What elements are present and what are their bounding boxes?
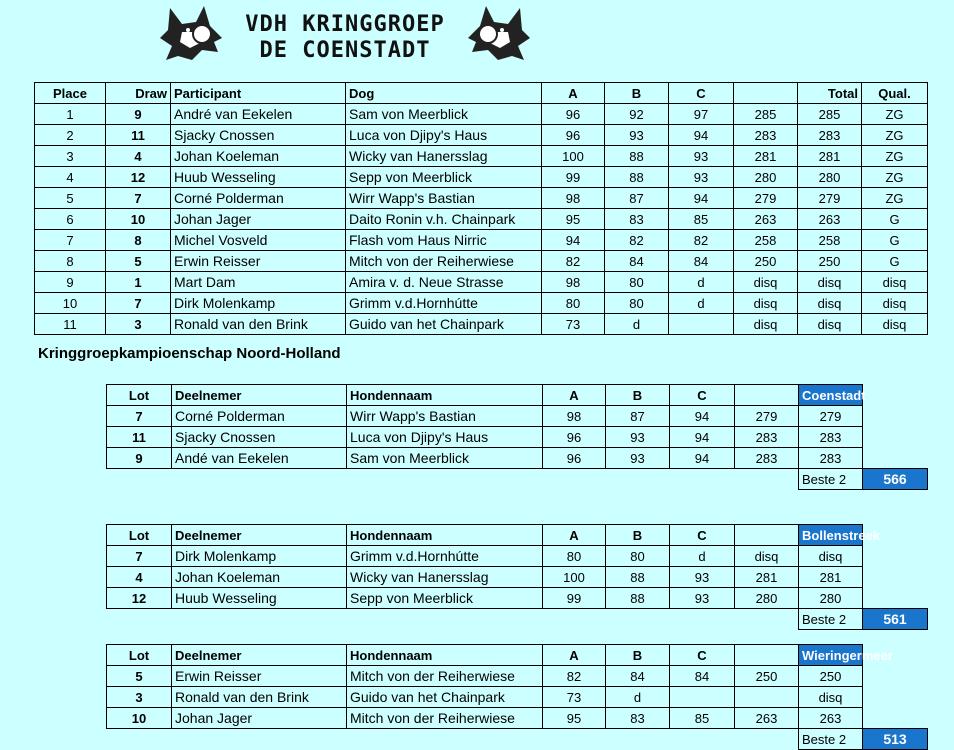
table-cell: 83 bbox=[605, 209, 669, 230]
table-cell: 283 bbox=[799, 427, 863, 448]
table-cell: Wicky van Hanersslag bbox=[346, 146, 542, 167]
table-cell: 94 bbox=[669, 125, 734, 146]
table-cell: 100 bbox=[542, 146, 605, 167]
table-cell: 98 bbox=[543, 406, 606, 427]
column-header: Lot bbox=[107, 525, 172, 546]
table-cell: Dirk Molenkamp bbox=[172, 546, 347, 567]
column-header: Place bbox=[35, 83, 106, 104]
table-cell: 280 bbox=[798, 167, 862, 188]
table-cell: Mitch von der Reiherwiese bbox=[346, 251, 542, 272]
table-cell: 9 bbox=[35, 272, 106, 293]
table-row bbox=[35, 146, 928, 167]
best-two-total: 561 bbox=[863, 609, 928, 630]
empty-cell bbox=[543, 609, 606, 630]
table-cell: 9 bbox=[106, 104, 171, 125]
column-header: Hondennaam bbox=[347, 385, 543, 406]
table-cell: 99 bbox=[543, 588, 606, 609]
table-cell: Sjacky Cnossen bbox=[172, 427, 347, 448]
table-cell: Johan Koeleman bbox=[171, 146, 346, 167]
table-row bbox=[107, 546, 928, 567]
table-cell: 73 bbox=[543, 687, 606, 708]
table-cell: Flash vom Haus Nirric bbox=[346, 230, 542, 251]
column-header: Deelnemer bbox=[172, 385, 347, 406]
table-cell: 7 bbox=[106, 188, 171, 209]
table-cell: André van Eekelen bbox=[171, 104, 346, 125]
empty-cell bbox=[863, 406, 928, 427]
column-header: B bbox=[606, 385, 670, 406]
logo-line-1: VDH KRINGGROEP bbox=[245, 12, 445, 37]
table-cell: 93 bbox=[605, 125, 669, 146]
table-cell: 250 bbox=[735, 666, 799, 687]
table-cell: 1 bbox=[35, 104, 106, 125]
table-cell: 7 bbox=[107, 546, 172, 567]
column-header: Hondennaam bbox=[347, 645, 543, 666]
column-header: B bbox=[606, 525, 670, 546]
empty-cell bbox=[172, 609, 347, 630]
table-cell: 98 bbox=[542, 188, 605, 209]
table-cell: disq bbox=[798, 272, 862, 293]
team-name-badge: Bollenstreek bbox=[799, 525, 863, 546]
german-shepherd-head-icon bbox=[152, 2, 232, 64]
team-table-wieringermeer bbox=[106, 644, 928, 750]
table-cell: Grimm v.d.Hornhútte bbox=[347, 546, 543, 567]
table-cell: 100 bbox=[543, 567, 606, 588]
table-cell: 12 bbox=[106, 167, 171, 188]
table-cell: Grimm v.d.Hornhútte bbox=[346, 293, 542, 314]
best-two-label: Beste 2 bbox=[799, 729, 863, 750]
table-cell: 263 bbox=[735, 708, 799, 729]
table-cell: 87 bbox=[605, 188, 669, 209]
table-cell: Erwin Reisser bbox=[172, 666, 347, 687]
table-row bbox=[35, 125, 928, 146]
table-cell: 12 bbox=[107, 588, 172, 609]
table-header-row bbox=[107, 645, 928, 666]
table-cell: d bbox=[606, 687, 670, 708]
team-name-badge: Wieringermeer bbox=[799, 645, 863, 666]
empty-cell bbox=[172, 469, 347, 490]
column-header: Qual. bbox=[862, 83, 928, 104]
column-header bbox=[735, 385, 799, 406]
table-cell: 283 bbox=[798, 125, 862, 146]
table-cell: ZG bbox=[862, 167, 928, 188]
table-cell: 4 bbox=[106, 146, 171, 167]
table-cell: 93 bbox=[669, 167, 734, 188]
table-cell: 88 bbox=[606, 567, 670, 588]
table-cell: 94 bbox=[670, 406, 735, 427]
table-cell: 94 bbox=[670, 448, 735, 469]
table-cell: 93 bbox=[606, 427, 670, 448]
table-cell: 258 bbox=[798, 230, 862, 251]
table-cell: 279 bbox=[798, 188, 862, 209]
table-cell: 82 bbox=[543, 666, 606, 687]
table-cell: 80 bbox=[543, 546, 606, 567]
table-cell: d bbox=[669, 293, 734, 314]
table-cell: 84 bbox=[605, 251, 669, 272]
table-cell: Michel Vosveld bbox=[171, 230, 346, 251]
table-cell: disq bbox=[734, 293, 798, 314]
empty-cell bbox=[606, 729, 670, 750]
table-row bbox=[35, 230, 928, 251]
table-cell: disq bbox=[798, 293, 862, 314]
table-cell: Mitch von der Reiherwiese bbox=[347, 666, 543, 687]
column-header: A bbox=[543, 645, 606, 666]
table-row bbox=[35, 251, 928, 272]
column-header: Participant bbox=[171, 83, 346, 104]
results-table bbox=[34, 82, 928, 335]
table-cell: 3 bbox=[35, 146, 106, 167]
empty-cell bbox=[863, 546, 928, 567]
empty-cell bbox=[863, 708, 928, 729]
empty-cell bbox=[543, 729, 606, 750]
table-cell: 283 bbox=[734, 125, 798, 146]
column-header: Dog bbox=[346, 83, 542, 104]
empty-cell bbox=[863, 666, 928, 687]
empty-cell bbox=[863, 385, 928, 406]
empty-cell bbox=[347, 609, 543, 630]
table-cell: disq bbox=[799, 546, 863, 567]
table-cell: disq bbox=[734, 314, 798, 335]
table-cell: 1 bbox=[106, 272, 171, 293]
table-cell: ZG bbox=[862, 146, 928, 167]
table-cell: Wirr Wapp's Bastian bbox=[346, 188, 542, 209]
table-cell: 96 bbox=[542, 125, 605, 146]
table-cell: 93 bbox=[670, 567, 735, 588]
empty-cell bbox=[735, 609, 799, 630]
empty-cell bbox=[172, 729, 347, 750]
table-row bbox=[35, 314, 928, 335]
table-cell: ZG bbox=[862, 125, 928, 146]
table-cell: 263 bbox=[734, 209, 798, 230]
table-cell: Daito Ronin v.h. Chainpark bbox=[346, 209, 542, 230]
table-cell: 84 bbox=[669, 251, 734, 272]
table-row bbox=[35, 167, 928, 188]
empty-cell bbox=[670, 609, 735, 630]
column-header: B bbox=[605, 83, 669, 104]
column-header: C bbox=[669, 83, 734, 104]
table-cell: disq bbox=[798, 314, 862, 335]
table-cell: Sam von Meerblick bbox=[346, 104, 542, 125]
table-cell: 88 bbox=[605, 146, 669, 167]
table-cell: 87 bbox=[606, 406, 670, 427]
table-cell: 88 bbox=[606, 588, 670, 609]
table-cell: Wicky van Hanersslag bbox=[347, 567, 543, 588]
table-cell: 280 bbox=[799, 588, 863, 609]
table-cell: 80 bbox=[605, 293, 669, 314]
table-cell: 88 bbox=[605, 167, 669, 188]
table-cell: G bbox=[862, 251, 928, 272]
table-cell: 93 bbox=[670, 588, 735, 609]
table-cell: Luca von Djipy's Haus bbox=[346, 125, 542, 146]
table-row bbox=[35, 188, 928, 209]
table-cell: 6 bbox=[35, 209, 106, 230]
table-cell: disq bbox=[735, 546, 799, 567]
table-cell: disq bbox=[862, 272, 928, 293]
table-row bbox=[107, 588, 928, 609]
table-cell: Mart Dam bbox=[171, 272, 346, 293]
best-two-label: Beste 2 bbox=[799, 609, 863, 630]
table-cell: 99 bbox=[542, 167, 605, 188]
table-header-row bbox=[107, 525, 928, 546]
table-cell: Sepp von Meerblick bbox=[347, 588, 543, 609]
best-two-total: 566 bbox=[863, 469, 928, 490]
table-cell: 82 bbox=[669, 230, 734, 251]
table-cell: 10 bbox=[35, 293, 106, 314]
table-cell: 263 bbox=[798, 209, 862, 230]
table-cell: 94 bbox=[542, 230, 605, 251]
table-row bbox=[35, 272, 928, 293]
logo-title bbox=[232, 12, 458, 64]
table-cell: 8 bbox=[106, 230, 171, 251]
table-cell: Sam von Meerblick bbox=[347, 448, 543, 469]
column-header bbox=[735, 645, 799, 666]
table-header-row bbox=[107, 385, 928, 406]
table-cell: disq bbox=[734, 272, 798, 293]
table-cell: 80 bbox=[542, 293, 605, 314]
table-cell: d bbox=[669, 272, 734, 293]
table-cell: 7 bbox=[106, 293, 171, 314]
column-header: Deelnemer bbox=[172, 645, 347, 666]
empty-cell bbox=[863, 588, 928, 609]
column-header: Deelnemer bbox=[172, 525, 347, 546]
table-cell: 92 bbox=[605, 104, 669, 125]
column-header: Lot bbox=[107, 385, 172, 406]
table-cell: 97 bbox=[669, 104, 734, 125]
column-header: C bbox=[670, 645, 735, 666]
table-cell: 5 bbox=[107, 666, 172, 687]
column-header: A bbox=[543, 525, 606, 546]
empty-cell bbox=[863, 567, 928, 588]
table-cell: 82 bbox=[605, 230, 669, 251]
table-cell: 250 bbox=[734, 251, 798, 272]
championship-title: Kringgroepkampioenschap Noord-Holland bbox=[38, 345, 341, 362]
table-cell: Corné Polderman bbox=[172, 406, 347, 427]
table-cell: 11 bbox=[106, 125, 171, 146]
table-cell: 80 bbox=[606, 546, 670, 567]
empty-cell bbox=[347, 469, 543, 490]
empty-cell bbox=[606, 609, 670, 630]
table-cell: 73 bbox=[542, 314, 605, 335]
table-cell: 263 bbox=[799, 708, 863, 729]
table-cell: d bbox=[605, 314, 669, 335]
table-cell: 84 bbox=[670, 666, 735, 687]
table-cell: 11 bbox=[107, 427, 172, 448]
table-cell: 258 bbox=[734, 230, 798, 251]
column-header: C bbox=[670, 385, 735, 406]
table-cell: 94 bbox=[670, 427, 735, 448]
table-cell: 80 bbox=[605, 272, 669, 293]
table-cell: Andé van Eekelen bbox=[172, 448, 347, 469]
table-cell: 281 bbox=[735, 567, 799, 588]
table-cell: 85 bbox=[669, 209, 734, 230]
table-row bbox=[35, 293, 928, 314]
table-cell: 250 bbox=[799, 666, 863, 687]
table-cell: 279 bbox=[735, 406, 799, 427]
table-cell: 3 bbox=[106, 314, 171, 335]
empty-cell bbox=[107, 469, 172, 490]
table-cell: 5 bbox=[35, 188, 106, 209]
table-cell: 11 bbox=[35, 314, 106, 335]
table-cell: disq bbox=[862, 314, 928, 335]
empty-cell bbox=[670, 729, 735, 750]
table-row bbox=[107, 567, 928, 588]
table-cell: 7 bbox=[107, 406, 172, 427]
table-cell: G bbox=[862, 209, 928, 230]
table-cell: Sjacky Cnossen bbox=[171, 125, 346, 146]
empty-cell bbox=[735, 729, 799, 750]
table-row bbox=[107, 666, 928, 687]
table-cell: Corné Polderman bbox=[171, 188, 346, 209]
table-cell: 281 bbox=[799, 567, 863, 588]
table-cell: Johan Jager bbox=[171, 209, 346, 230]
table-cell: ZG bbox=[862, 188, 928, 209]
table-cell: 285 bbox=[734, 104, 798, 125]
table-cell: Ronald van den Brink bbox=[172, 687, 347, 708]
table-cell: 280 bbox=[735, 588, 799, 609]
team-table-bollenstreek bbox=[106, 524, 928, 630]
table-cell: 96 bbox=[543, 427, 606, 448]
empty-cell bbox=[670, 469, 735, 490]
table-cell: G bbox=[862, 230, 928, 251]
table-cell: Sepp von Meerblick bbox=[346, 167, 542, 188]
column-header: Total bbox=[798, 83, 862, 104]
column-header: Draw bbox=[106, 83, 171, 104]
table-cell: 4 bbox=[35, 167, 106, 188]
table-cell: 281 bbox=[798, 146, 862, 167]
table-cell: 7 bbox=[35, 230, 106, 251]
table-cell: 8 bbox=[35, 251, 106, 272]
column-header: Lot bbox=[107, 645, 172, 666]
table-cell: 283 bbox=[735, 448, 799, 469]
column-header: B bbox=[606, 645, 670, 666]
table-cell: d bbox=[670, 546, 735, 567]
best-two-label: Beste 2 bbox=[799, 469, 863, 490]
table-cell: 2 bbox=[35, 125, 106, 146]
table-cell: 285 bbox=[798, 104, 862, 125]
table-cell: disq bbox=[799, 687, 863, 708]
table-cell: Dirk Molenkamp bbox=[171, 293, 346, 314]
table-cell: 93 bbox=[669, 146, 734, 167]
table-cell: 83 bbox=[606, 708, 670, 729]
table-cell: Guido van het Chainpark bbox=[347, 687, 543, 708]
best-two-row bbox=[107, 469, 928, 490]
table-cell: Luca von Djipy's Haus bbox=[347, 427, 543, 448]
table-cell: 250 bbox=[798, 251, 862, 272]
table-cell: disq bbox=[862, 293, 928, 314]
table-cell: 94 bbox=[669, 188, 734, 209]
team-name-badge: Coenstadt bbox=[799, 385, 863, 406]
table-cell: 4 bbox=[107, 567, 172, 588]
empty-cell bbox=[543, 469, 606, 490]
german-shepherd-head-icon bbox=[458, 2, 538, 64]
table-cell: 82 bbox=[542, 251, 605, 272]
empty-cell bbox=[735, 469, 799, 490]
column-header: A bbox=[542, 83, 605, 104]
best-two-row bbox=[107, 729, 928, 750]
table-cell: 93 bbox=[606, 448, 670, 469]
table-row bbox=[35, 209, 928, 230]
logo-line-2: DE COENSTADT bbox=[259, 38, 431, 63]
empty-cell bbox=[107, 729, 172, 750]
table-cell: 95 bbox=[543, 708, 606, 729]
table-row bbox=[107, 687, 928, 708]
column-header bbox=[735, 525, 799, 546]
table-cell: Huub Wesseling bbox=[172, 588, 347, 609]
best-two-row bbox=[107, 609, 928, 630]
table-cell: 10 bbox=[106, 209, 171, 230]
table-cell: 84 bbox=[606, 666, 670, 687]
table-cell bbox=[670, 687, 735, 708]
team-table-coenstadt bbox=[106, 384, 928, 490]
table-cell: 279 bbox=[799, 406, 863, 427]
table-cell: Amira v. d. Neue Strasse bbox=[346, 272, 542, 293]
column-header: A bbox=[543, 385, 606, 406]
table-cell: Johan Jager bbox=[172, 708, 347, 729]
table-cell: 281 bbox=[734, 146, 798, 167]
empty-cell bbox=[347, 729, 543, 750]
empty-cell bbox=[863, 687, 928, 708]
table-header-row bbox=[35, 83, 928, 104]
table-cell: Ronald van den Brink bbox=[171, 314, 346, 335]
column-header: C bbox=[670, 525, 735, 546]
table-cell: 283 bbox=[799, 448, 863, 469]
empty-cell bbox=[606, 469, 670, 490]
empty-cell bbox=[863, 448, 928, 469]
table-cell: Erwin Reisser bbox=[171, 251, 346, 272]
table-cell: 283 bbox=[735, 427, 799, 448]
table-cell: 280 bbox=[734, 167, 798, 188]
table-cell: Johan Koeleman bbox=[172, 567, 347, 588]
table-row bbox=[107, 427, 928, 448]
table-cell: 279 bbox=[734, 188, 798, 209]
table-cell: 3 bbox=[107, 687, 172, 708]
table-cell: 9 bbox=[107, 448, 172, 469]
column-header bbox=[734, 83, 798, 104]
table-cell: Huub Wesseling bbox=[171, 167, 346, 188]
table-cell: Mitch von der Reiherwiese bbox=[347, 708, 543, 729]
table-cell: 85 bbox=[670, 708, 735, 729]
table-cell: 96 bbox=[542, 104, 605, 125]
table-cell: 98 bbox=[542, 272, 605, 293]
table-cell: 10 bbox=[107, 708, 172, 729]
table-cell bbox=[735, 687, 799, 708]
table-cell: Wirr Wapp's Bastian bbox=[347, 406, 543, 427]
empty-cell bbox=[863, 427, 928, 448]
table-cell: 95 bbox=[542, 209, 605, 230]
table-cell: 5 bbox=[106, 251, 171, 272]
table-cell: 96 bbox=[543, 448, 606, 469]
table-row bbox=[107, 708, 928, 729]
table-cell bbox=[669, 314, 734, 335]
empty-cell bbox=[107, 609, 172, 630]
table-cell: Guido van het Chainpark bbox=[346, 314, 542, 335]
table-row bbox=[107, 406, 928, 427]
table-row bbox=[107, 448, 928, 469]
best-two-total: 513 bbox=[863, 729, 928, 750]
table-row bbox=[35, 104, 928, 125]
table-cell: ZG bbox=[862, 104, 928, 125]
column-header: Hondennaam bbox=[347, 525, 543, 546]
